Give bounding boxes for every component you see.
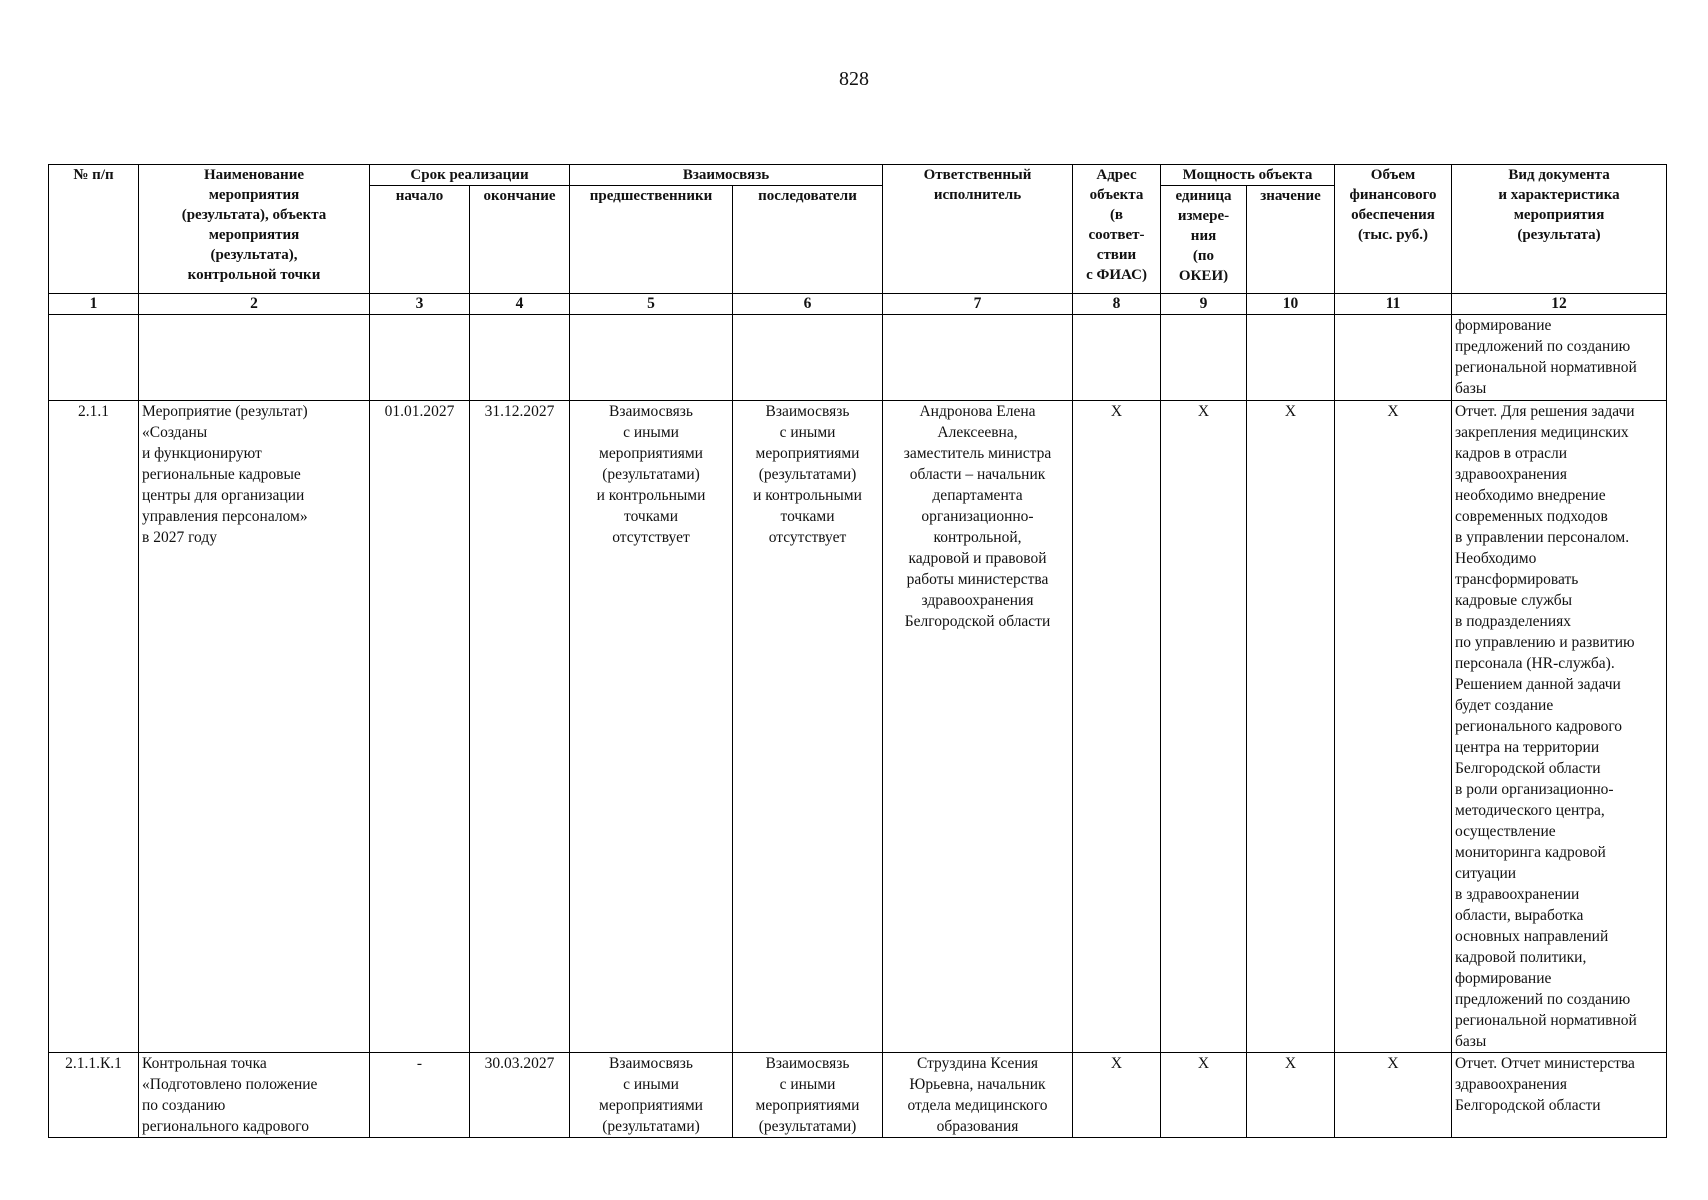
table-row (49, 401, 1667, 1053)
row-successors: Взаимосвязь с иными мероприятиями (результатами) (733, 1053, 883, 1138)
header-number: № п/п (49, 165, 139, 294)
header-relation: Взаимосвязь (570, 165, 883, 186)
table-row (49, 315, 1667, 401)
column-number: 8 (1073, 294, 1161, 315)
row-unit: X (1161, 1053, 1247, 1138)
row-value: X (1247, 1053, 1335, 1138)
row-doc-type: Отчет. Для решения задачи закрепления медицинских кадров в отрасли здравоохранения необходимо внедрение современных подходов в управлении персоналом. Необходимо трансформировать кадровые службы в подразделениях по управлению и развитию персонала (HR-служба). Решением данной задачи будет создание регионального кадрового центра на территории Белгородской области в роли организационно- методического центра, осуществление мониторинга кадровой ситуации в здравоохранении области, выработка основных направлений кадровой политики, формирование предложений по созданию региональной нормативной базы (1452, 401, 1667, 1053)
header-address: Адрес объекта (в соответ- ствии с ФИАС) (1073, 165, 1161, 294)
column-number: 9 (1161, 294, 1247, 315)
row-start-date (370, 315, 470, 401)
header-end: окончание (470, 186, 570, 294)
column-number: 4 (470, 294, 570, 315)
row-doc-type: формирование предложений по созданию региональной нормативной базы (1452, 315, 1667, 401)
row-name: Контрольная точка «Подготовлено положение по созданию регионального кадрового (139, 1053, 370, 1138)
column-number: 7 (883, 294, 1073, 315)
row-unit (1161, 315, 1247, 401)
header-predecessors: предшественники (570, 186, 733, 294)
column-number: 3 (370, 294, 470, 315)
column-number-row (49, 294, 1667, 315)
row-unit: X (1161, 401, 1247, 1053)
row-doc-type: Отчет. Отчет министерства здравоохранения Белгородской области (1452, 1053, 1667, 1138)
column-number: 2 (139, 294, 370, 315)
column-number: 10 (1247, 294, 1335, 315)
header-funding: Объем финансового обеспечения (тыс. руб.) (1335, 165, 1452, 294)
row-value (1247, 315, 1335, 401)
row-name (139, 315, 370, 401)
column-number: 6 (733, 294, 883, 315)
row-number: 2.1.1.К.1 (49, 1053, 139, 1138)
row-number (49, 315, 139, 401)
row-funding (1335, 315, 1452, 401)
row-start-date: - (370, 1053, 470, 1138)
row-responsible (883, 315, 1073, 401)
header-name: Наименование мероприятия (результата), объекта мероприятия (результата), контрольной точки (139, 165, 370, 294)
header-successors: последователи (733, 186, 883, 294)
header-timeframe: Срок реализации (370, 165, 570, 186)
row-end-date: 31.12.2027 (470, 401, 570, 1053)
row-start-date: 01.01.2027 (370, 401, 470, 1053)
column-number: 1 (49, 294, 139, 315)
page-number: 828 (839, 68, 869, 90)
row-end-date: 30.03.2027 (470, 1053, 570, 1138)
table-row (49, 1053, 1667, 1138)
column-number: 11 (1335, 294, 1452, 315)
row-responsible: Андронова Елена Алексеевна, заместитель министра области – начальник департамента организационно- контрольной, кадровой и правовой работы министерства здравоохранения Белгородской области (883, 401, 1073, 1053)
row-successors (733, 315, 883, 401)
table-header (49, 165, 1667, 294)
row-funding: X (1335, 1053, 1452, 1138)
row-address: X (1073, 1053, 1161, 1138)
header-value: значение (1247, 186, 1335, 294)
header-unit: единица измере- ния (по ОКЕИ) (1161, 186, 1247, 294)
column-number: 12 (1452, 294, 1667, 315)
column-number: 5 (570, 294, 733, 315)
row-predecessors: Взаимосвязь с иными мероприятиями (результатами) и контрольными точками отсутствует (570, 401, 733, 1053)
header-capacity: Мощность объекта (1161, 165, 1335, 186)
header-responsible: Ответственный исполнитель (883, 165, 1073, 294)
header-start: начало (370, 186, 470, 294)
row-value: X (1247, 401, 1335, 1053)
row-number: 2.1.1 (49, 401, 139, 1053)
row-end-date (470, 315, 570, 401)
row-successors: Взаимосвязь с иными мероприятиями (результатами) и контрольными точками отсутствует (733, 401, 883, 1053)
row-responsible: Струздина Ксения Юрьевна, начальник отдела медицинского образования (883, 1053, 1073, 1138)
header-doc-type: Вид документа и характеристика мероприятия (результата) (1452, 165, 1667, 294)
row-predecessors (570, 315, 733, 401)
row-predecessors: Взаимосвязь с иными мероприятиями (результатами) (570, 1053, 733, 1138)
implementation-plan-table (48, 164, 1667, 1138)
row-address: X (1073, 401, 1161, 1053)
row-name: Мероприятие (результат) «Созданы и функционируют региональные кадровые центры для организации управления персоналом» в 2027 году (139, 401, 370, 1053)
row-funding: X (1335, 401, 1452, 1053)
row-address (1073, 315, 1161, 401)
